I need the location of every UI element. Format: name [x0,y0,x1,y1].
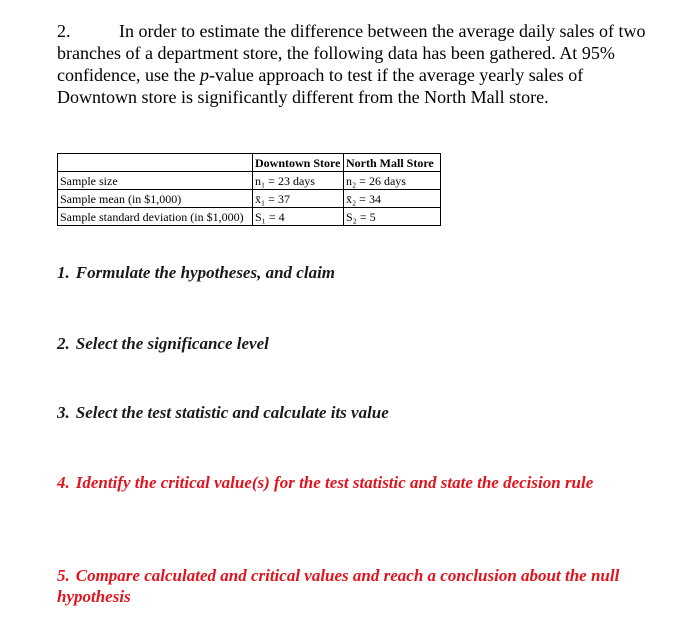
step-4 [57,472,657,493]
step-number: 4. [57,473,70,492]
table-cell: Sample mean (in $1,000) [58,190,253,208]
question-text-part1: In order to estimate the difference between the average daily sales of two branches of a department store, the following data has been gathered. At 95% confidence, use the [57,21,646,85]
problem-statement [57,20,647,108]
question-text-part2: -value approach to test if the average yearly sales of Downtown store is significantly different from the North Mall store. [57,65,584,107]
table-cell: Sample standard deviation (in $1,000) [58,208,253,226]
table-header-cell: North Mall Store [344,154,441,172]
step-text: Select the test statistic and calculate its value [75,403,389,422]
table-cell: S₂ = 5 [344,208,441,226]
step-5 [57,565,657,607]
table-row [58,172,441,190]
step-number: 2. [57,334,70,353]
step-text: Identify the critical value(s) for the test statistic and state the decision rule [75,473,594,492]
sample-data-table [57,153,441,226]
step-3 [57,402,657,423]
step-text: Select the significance level [75,334,269,353]
table-header-row [58,154,441,172]
step-text: Compare calculated and critical values and reach a conclusion about the null hypothesis [57,566,620,606]
table-row [58,208,441,226]
table-header-cell: Downtown Store [253,154,344,172]
table-cell: x̄₁ = 37 [253,190,344,208]
step-text: Formulate the hypotheses, and claim [75,263,336,282]
step-number: 5. [57,566,70,585]
table-cell: n₁ = 23 days [253,172,344,190]
p-letter: p [199,65,209,85]
step-number: 1. [57,263,70,282]
step-1 [57,262,657,283]
table-header-cell [58,154,253,172]
table-cell: Sample size [58,172,253,190]
table-cell: S₁ = 4 [253,208,344,226]
step-2 [57,333,657,354]
step-number: 3. [57,403,70,422]
table-cell: x̄₂ = 34 [344,190,441,208]
question-number: 2. [57,21,71,41]
table-cell: n₂ = 26 days [344,172,441,190]
table-row [58,190,441,208]
